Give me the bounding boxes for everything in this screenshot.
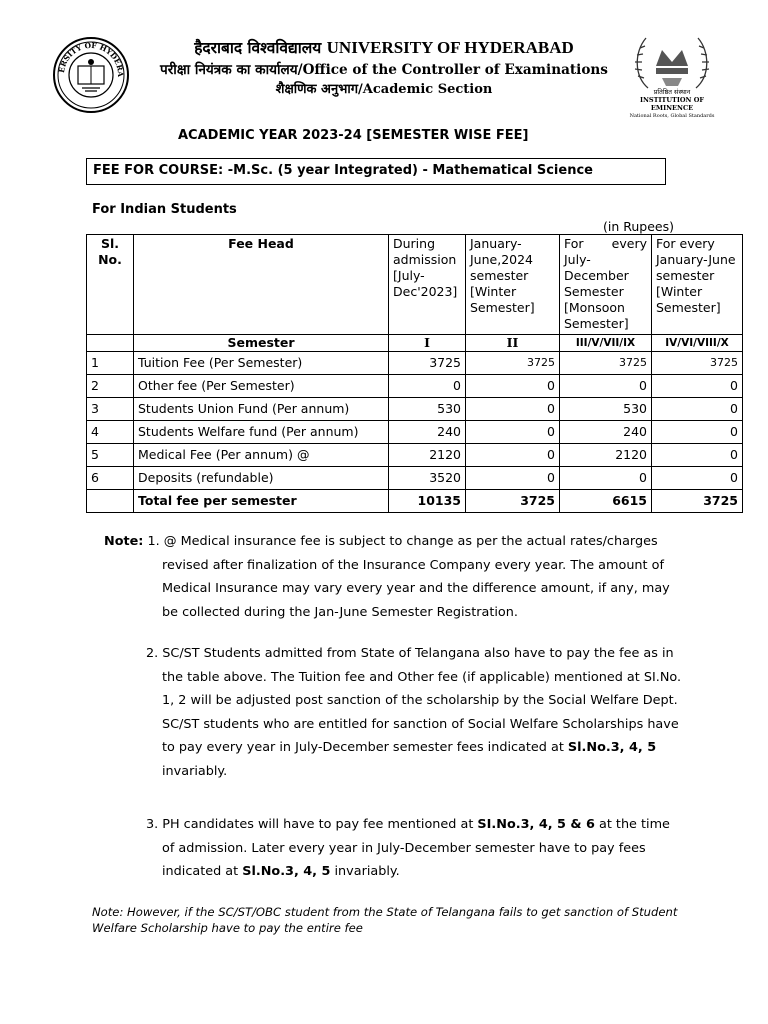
note-3-text-b: at the time — [594, 817, 670, 832]
row-value-2: 0 — [466, 421, 560, 444]
course-title-box: FEE FOR COURSE: -M.Sc. (5 year Integrated) - Mathematical Science — [86, 158, 666, 185]
note-2-text-a: the table above. The Tuition fee and Other fee (if applicable) mentioned at SI.No. 1, 2 will be adjusted post sanction of the scholarship by the Social Welfare Dept. SC/ST students who are entitled for sanction of Social Welfare Scholarships have to pay every year in July-December semester fees indicated at — [162, 669, 682, 755]
note-2-body — [146, 666, 686, 784]
academic-year-title: ACADEMIC YEAR 2023-24 [SEMESTER WISE FEE] — [178, 128, 529, 143]
note-3-text-c: of admission. Later every year in July-December semester have to pay fees indicated at — [162, 840, 646, 879]
note-label: Note: — [104, 534, 144, 549]
note-3 — [146, 813, 686, 884]
row-value-3: 530 — [560, 398, 652, 421]
row-value-4: 0 — [652, 421, 743, 444]
row-sl: 5 — [87, 444, 134, 467]
institution-of-eminence-logo — [626, 26, 718, 124]
note-2 — [146, 642, 686, 783]
col-sl-header: Sl. No. — [87, 235, 134, 335]
row-value-1: 0 — [389, 375, 466, 398]
table-row — [87, 421, 743, 444]
row-fee-head: Tuition Fee (Per Semester) — [134, 352, 389, 375]
note-1-first-line: 1. @ Medical insurance fee is subject to change as per the actual rates/charges — [147, 534, 658, 549]
section-name: शैक्षणिक अनुभाग/Academic Section — [275, 82, 493, 97]
col-july-dec-header: For every July-December Semester [Monsoon Semester] — [560, 235, 652, 335]
semester-label: Semester — [134, 335, 389, 352]
total-value-4: 3725 — [652, 490, 743, 513]
row-value-4: 0 — [652, 444, 743, 467]
table-row — [87, 352, 743, 375]
semester-1: I — [389, 335, 466, 352]
university-name-english: UNIVERSITY OF HYDERABAD — [326, 38, 574, 57]
semester-2: II — [466, 335, 560, 352]
seal-text: ERSITY OF HYDERA — [57, 40, 126, 78]
row-sl: 3 — [87, 398, 134, 421]
fee-table — [86, 234, 743, 513]
currency-note: (in Rupees) — [603, 219, 674, 234]
row-value-1: 530 — [389, 398, 466, 421]
row-fee-head: Medical Fee (Per annum) @ — [134, 444, 389, 467]
indian-students-heading: For Indian Students — [92, 202, 237, 217]
total-row — [87, 490, 743, 513]
total-value-1: 10135 — [389, 490, 466, 513]
table-row — [87, 375, 743, 398]
col-during-admission-header: During admission [July-Dec'2023] — [389, 235, 466, 335]
table-row — [87, 444, 743, 467]
total-value-3: 6615 — [560, 490, 652, 513]
note-3-first-line — [146, 813, 686, 837]
note-1-body: revised after finalization of the Insurance Company every year. The amount of Medical Insurance may vary every year and the difference amount, if any, may be collected during the Jan-June Semester Registration. — [162, 557, 670, 620]
row-value-4: 0 — [652, 398, 743, 421]
note-2-text-b: invariably. — [162, 763, 228, 779]
col-fee-head-header: Fee Head — [134, 235, 389, 335]
row-fee-head: Students Union Fund (Per annum) — [134, 398, 389, 421]
note-3-bold-1: SI.No.3, 4, 5 & 6 — [477, 817, 595, 832]
row-sl: 4 — [87, 421, 134, 444]
table-row — [87, 467, 743, 490]
university-name-hindi: हैदराबाद विश्वविद्यालय — [194, 38, 322, 57]
logo-hindi-text: प्रतिष्ठित संस्थान — [653, 88, 691, 96]
row-sl: 6 — [87, 467, 134, 490]
row-value-1: 240 — [389, 421, 466, 444]
semester-row — [87, 335, 743, 352]
row-sl: 1 — [87, 352, 134, 375]
row-value-3: 0 — [560, 375, 652, 398]
row-value-4: 0 — [652, 375, 743, 398]
row-value-1: 2120 — [389, 444, 466, 467]
total-value-2: 3725 — [466, 490, 560, 513]
row-fee-head: Other fee (Per Semester) — [134, 375, 389, 398]
total-label: Total fee per semester — [134, 490, 389, 513]
col-jan-june-header: For every January-June semester [Winter Semester] — [652, 235, 743, 335]
logo-tagline-text: National Roots, Global Standards — [629, 113, 715, 119]
semester-odd: III/V/VII/IX — [560, 335, 652, 352]
row-value-1: 3725 — [389, 352, 466, 375]
total-empty-cell — [87, 490, 134, 513]
semester-empty-cell — [87, 335, 134, 352]
note-3-text-a: 3. PH candidates will have to pay fee mentioned at — [146, 817, 478, 832]
note-3-body — [146, 837, 686, 884]
row-value-1: 3520 — [389, 467, 466, 490]
note-2-first-line: 2. SC/ST Students admitted from State of Telangana also have to pay the fee as in — [146, 646, 674, 661]
row-value-3: 240 — [560, 421, 652, 444]
note-3-bold-2: Sl.No.3, 4, 5 — [242, 864, 331, 879]
note-3-text-d: invariably. — [330, 864, 400, 879]
table-header-row — [87, 235, 743, 335]
row-value-2: 0 — [466, 444, 560, 467]
final-note: Note: However, if the SC/ST/OBC student from the State of Telangana fails to get sanction of Student Welfare Scholarship have to pay the entire fee — [92, 905, 678, 935]
row-value-4: 0 — [652, 467, 743, 490]
logo-eminence-text: INSTITUTION OF EMINENCE — [639, 96, 705, 112]
note-1 — [104, 530, 684, 624]
row-value-3: 3725 — [560, 352, 652, 375]
row-value-3: 0 — [560, 467, 652, 490]
row-sl: 2 — [87, 375, 134, 398]
col-jan-june-2024-header: January-June,2024 semester [Winter Semester] — [466, 235, 560, 335]
row-value-4: 3725 — [652, 352, 743, 375]
row-value-2: 0 — [466, 467, 560, 490]
row-fee-head: Students Welfare fund (Per annum) — [134, 421, 389, 444]
row-fee-head: Deposits (refundable) — [134, 467, 389, 490]
note-2-bold: Sl.No.3, 4, 5 — [567, 740, 657, 755]
semester-even: IV/VI/VIII/X — [652, 335, 743, 352]
row-value-2: 0 — [466, 375, 560, 398]
row-value-2: 3725 — [466, 352, 560, 375]
row-value-3: 2120 — [560, 444, 652, 467]
office-name: परीक्षा नियंत्रक का कार्यालय/Office of the Controller of Examinations — [160, 62, 608, 78]
table-row — [87, 398, 743, 421]
row-value-2: 0 — [466, 398, 560, 421]
